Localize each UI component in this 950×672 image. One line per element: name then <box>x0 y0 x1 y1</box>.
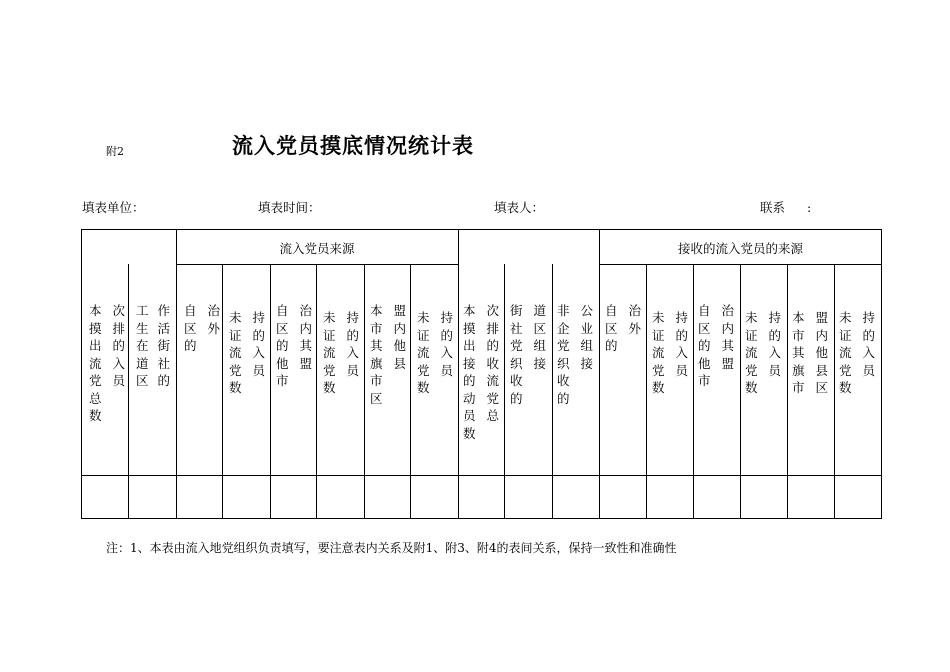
header-char: 未 <box>745 310 758 325</box>
header-uncertified-4 <box>652 309 688 397</box>
header-uncertified-3 <box>417 309 453 397</box>
header-char: 流 <box>486 373 499 388</box>
header-char: 持 <box>346 310 359 325</box>
header-char: 盟 <box>815 310 828 325</box>
header-char: 的 <box>440 327 453 343</box>
header-text-left <box>323 309 336 397</box>
header-char: 摸 <box>463 320 476 336</box>
header-char: 市 <box>370 320 383 336</box>
header-char: 次 <box>486 303 499 318</box>
table-border-bottom <box>81 518 882 519</box>
header-char: 摸 <box>89 320 102 336</box>
header-char: 流 <box>89 355 102 371</box>
header-char: 未 <box>229 310 242 325</box>
header-total-received <box>463 302 499 442</box>
header-char: 员 <box>675 362 688 378</box>
header-char: 旗 <box>792 362 805 378</box>
header-char: 市 <box>792 327 805 343</box>
header-text-right <box>207 302 220 355</box>
header-char: 党 <box>417 362 430 378</box>
header-char: 出 <box>463 338 476 353</box>
table-border-top <box>81 229 882 230</box>
header-uncertified-6 <box>839 309 875 397</box>
header-char: 持 <box>768 310 781 325</box>
header-char: 非 <box>557 303 570 318</box>
header-text-right <box>533 302 546 407</box>
header-char: 入 <box>768 345 781 360</box>
header-char: 的 <box>862 327 875 343</box>
header-char: 市 <box>792 380 805 395</box>
header-char: 外 <box>207 320 220 336</box>
col-line <box>504 264 505 519</box>
header-char: 入 <box>346 345 359 360</box>
header-char: 的 <box>675 327 688 343</box>
footnote: 注：1、本表由流入地党组织负责填写，要注意表内关系及附1、附3、附4的表间关系，保持一致性和准确性 <box>106 541 677 555</box>
header-char: 本 <box>370 303 383 318</box>
header-text-right <box>157 302 170 390</box>
header-char: 市 <box>698 373 711 388</box>
header-char: 盟 <box>299 355 312 371</box>
header-other-cities <box>276 302 312 390</box>
header-char: 持 <box>440 310 453 325</box>
header-char: 党 <box>486 390 499 406</box>
header-char: 党 <box>652 362 665 378</box>
header-char: 入 <box>252 345 265 360</box>
header-char: 的 <box>510 390 523 406</box>
header-text-right <box>486 302 499 442</box>
header-char: 的 <box>252 327 265 343</box>
header-text-left <box>89 302 102 425</box>
header-char: 组 <box>580 338 593 353</box>
header-char: 区 <box>276 320 289 336</box>
header-char: 社 <box>157 355 170 371</box>
header-char: 自 <box>276 303 289 318</box>
table-border-left <box>81 229 82 519</box>
header-char: 社 <box>510 320 523 336</box>
col-line <box>552 264 553 519</box>
statistics-table <box>81 229 882 519</box>
header-char: 盟 <box>393 303 406 318</box>
header-char: 接 <box>463 355 476 371</box>
header-other-cities-2 <box>698 302 734 390</box>
header-char: 收 <box>510 373 523 388</box>
group-header-source: 流入党员来源 <box>279 241 355 256</box>
header-char: 织 <box>510 355 523 371</box>
header-char: 证 <box>229 327 242 343</box>
header-char: 县 <box>815 362 828 378</box>
header-text-right <box>721 302 734 390</box>
header-text-right <box>440 309 453 397</box>
header-text-right <box>675 309 688 397</box>
col-line <box>270 264 271 519</box>
header-text-right <box>862 309 875 397</box>
col-line <box>458 229 459 519</box>
header-char: 未 <box>839 310 852 325</box>
header-other-banners <box>370 302 406 407</box>
col-line <box>787 264 788 519</box>
col-line <box>364 264 365 519</box>
header-char: 街 <box>157 338 170 353</box>
header-char: 数 <box>89 408 102 423</box>
header-char: 本 <box>463 303 476 318</box>
header-char: 入 <box>112 355 125 371</box>
header-char: 总 <box>486 408 499 423</box>
header-char: 区 <box>370 390 383 406</box>
header-char: 数 <box>323 380 336 395</box>
header-char: 收 <box>486 355 499 371</box>
col-line <box>410 264 411 519</box>
header-char: 的 <box>157 373 170 388</box>
header-char: 区 <box>698 320 711 336</box>
header-char: 他 <box>698 355 711 371</box>
header-char: 收 <box>557 373 570 388</box>
header-bottom-line <box>81 475 882 476</box>
header-text-right <box>580 302 593 407</box>
header-char: 证 <box>323 327 336 343</box>
header-char: 流 <box>839 345 852 360</box>
col-line <box>740 264 741 519</box>
header-char: 道 <box>136 355 149 371</box>
header-char: 生 <box>136 320 149 336</box>
header-char: 党 <box>323 362 336 378</box>
header-char: 数 <box>229 380 242 395</box>
header-char: 市 <box>370 373 383 388</box>
header-char: 内 <box>299 320 312 336</box>
header-street-org-received <box>510 302 546 407</box>
header-char: 党 <box>510 338 523 353</box>
header-char: 入 <box>440 345 453 360</box>
header-char: 业 <box>580 320 593 336</box>
header-char: 的 <box>486 338 499 353</box>
header-char: 排 <box>486 320 499 336</box>
header-char: 党 <box>839 362 852 378</box>
header-char: 流 <box>417 345 430 360</box>
header-char: 在 <box>136 338 149 353</box>
col-line <box>176 229 177 519</box>
group-header-received-source: 接收的流入党员的来源 <box>677 241 803 256</box>
col-line <box>128 264 129 519</box>
header-char: 区 <box>605 320 618 336</box>
header-char: 数 <box>417 380 430 395</box>
header-char: 总 <box>89 390 102 406</box>
header-char: 本 <box>792 310 805 325</box>
header-char: 证 <box>745 327 758 343</box>
header-char: 流 <box>652 345 665 360</box>
header-char: 盟 <box>721 355 734 371</box>
header-text-left <box>370 302 383 407</box>
header-char: 的 <box>605 338 618 353</box>
header-char: 的 <box>184 338 197 353</box>
header-char: 自 <box>184 303 197 318</box>
header-street-workers <box>136 302 170 390</box>
header-char: 的 <box>112 338 125 353</box>
header-char: 接 <box>533 355 546 371</box>
col-line <box>316 264 317 519</box>
filler-field-label: 填表人： <box>494 200 545 215</box>
header-char: 县 <box>393 355 406 371</box>
header-text-left <box>605 302 618 355</box>
header-char: 区 <box>184 320 197 336</box>
col-line <box>646 264 647 519</box>
header-char: 的 <box>463 373 476 388</box>
header-char: 员 <box>862 362 875 378</box>
header-char: 外 <box>628 320 641 336</box>
header-char: 其 <box>370 338 383 353</box>
attachment-label: 附2 <box>106 145 124 158</box>
header-char: 治 <box>207 303 220 318</box>
header-char: 企 <box>557 320 570 336</box>
header-char: 入 <box>862 345 875 360</box>
header-char: 治 <box>721 303 734 318</box>
header-text-left <box>652 309 665 397</box>
header-char: 员 <box>252 362 265 378</box>
col-line <box>693 264 694 519</box>
header-char: 道 <box>533 303 546 318</box>
header-char: 区 <box>815 380 828 395</box>
header-char: 区 <box>533 320 546 336</box>
header-text-right <box>299 302 312 390</box>
header-char: 的 <box>346 327 359 343</box>
header-uncertified-2 <box>323 309 359 397</box>
header-char: 持 <box>862 310 875 325</box>
header-outside-region <box>184 302 220 355</box>
header-text-left <box>276 302 289 390</box>
header-char: 自 <box>698 303 711 318</box>
header-char: 其 <box>721 338 734 353</box>
header-text-right <box>815 309 828 397</box>
header-char: 治 <box>299 303 312 318</box>
header-text-right <box>346 309 359 397</box>
header-char: 公 <box>580 303 593 318</box>
header-char: 数 <box>745 380 758 395</box>
header-char: 党 <box>745 362 758 378</box>
header-char: 党 <box>89 373 102 388</box>
header-char: 的 <box>557 390 570 406</box>
header-char: 员 <box>768 362 781 378</box>
header-char: 自 <box>605 303 618 318</box>
header-char: 内 <box>393 320 406 336</box>
header-char: 活 <box>157 320 170 336</box>
header-uncertified-1 <box>229 309 265 397</box>
header-char: 组 <box>533 338 546 353</box>
header-text-left <box>839 309 852 397</box>
header-text-left <box>557 302 570 407</box>
header-text-left <box>745 309 758 397</box>
col-line <box>834 264 835 519</box>
header-char: 内 <box>815 327 828 343</box>
header-char: 动 <box>463 390 476 406</box>
header-char: 未 <box>652 310 665 325</box>
header-char: 党 <box>229 362 242 378</box>
header-text-right <box>768 309 781 397</box>
header-char: 其 <box>299 338 312 353</box>
header-other-banners-2 <box>792 309 828 397</box>
contact-field-label <box>760 198 811 216</box>
header-char: 本 <box>89 303 102 318</box>
contact-label: 联系 <box>760 200 786 215</box>
header-char: 未 <box>417 310 430 325</box>
header-char: 市 <box>276 373 289 388</box>
header-text-left <box>510 302 523 407</box>
header-char: 未 <box>323 310 336 325</box>
header-char: 其 <box>792 345 805 360</box>
header-uncertified-5 <box>745 309 781 397</box>
header-text-left <box>698 302 711 390</box>
header-char: 党 <box>557 338 570 353</box>
header-char: 的 <box>276 338 289 353</box>
header-char: 证 <box>417 327 430 343</box>
header-char: 证 <box>839 327 852 343</box>
header-text-right <box>393 302 406 407</box>
header-char: 员 <box>440 362 453 378</box>
header-char: 数 <box>463 425 476 441</box>
header-total-inflow <box>89 302 125 425</box>
header-char: 他 <box>276 355 289 371</box>
table-border-right <box>881 229 882 519</box>
header-char: 数 <box>652 380 665 395</box>
header-char: 流 <box>229 345 242 360</box>
header-char: 排 <box>112 320 125 336</box>
header-text-right <box>628 302 641 355</box>
header-char: 证 <box>652 327 665 343</box>
header-text-left <box>417 309 430 397</box>
header-text-left <box>184 302 197 355</box>
header-char: 的 <box>768 327 781 343</box>
header-char: 治 <box>628 303 641 318</box>
header-text-left <box>136 302 149 390</box>
header-char: 持 <box>252 310 265 325</box>
header-text-left <box>229 309 242 397</box>
time-field-label: 填表时间： <box>258 200 321 215</box>
header-char: 次 <box>112 303 125 318</box>
group-divider-source <box>176 264 458 265</box>
col-line <box>599 229 600 519</box>
header-outside-region-2 <box>605 302 641 355</box>
header-char: 入 <box>675 345 688 360</box>
header-nonpublic-received <box>557 302 593 407</box>
header-char: 员 <box>112 373 125 388</box>
header-char: 员 <box>346 362 359 378</box>
header-text-right <box>112 302 125 425</box>
header-char: 他 <box>393 338 406 353</box>
page-title: 流入党员摸底情况统计表 <box>232 134 474 158</box>
header-char: 持 <box>675 310 688 325</box>
header-text-left <box>792 309 805 397</box>
header-text-right <box>252 309 265 397</box>
header-char: 旗 <box>370 355 383 371</box>
header-char: 流 <box>745 345 758 360</box>
header-char: 内 <box>721 320 734 336</box>
header-char: 的 <box>698 338 711 353</box>
contact-colon: : <box>807 200 812 215</box>
header-char: 数 <box>839 380 852 395</box>
header-char: 织 <box>557 355 570 371</box>
header-text-left <box>463 302 476 442</box>
header-char: 区 <box>136 373 149 388</box>
header-char: 工 <box>136 303 149 318</box>
unit-field-label: 填表单位： <box>82 200 145 215</box>
header-char: 街 <box>510 303 523 318</box>
header-char: 出 <box>89 338 102 353</box>
header-char: 接 <box>580 355 593 371</box>
header-char: 作 <box>157 303 170 318</box>
col-line <box>222 264 223 519</box>
header-char: 流 <box>323 345 336 360</box>
header-char: 他 <box>815 345 828 360</box>
header-char: 员 <box>463 408 476 423</box>
